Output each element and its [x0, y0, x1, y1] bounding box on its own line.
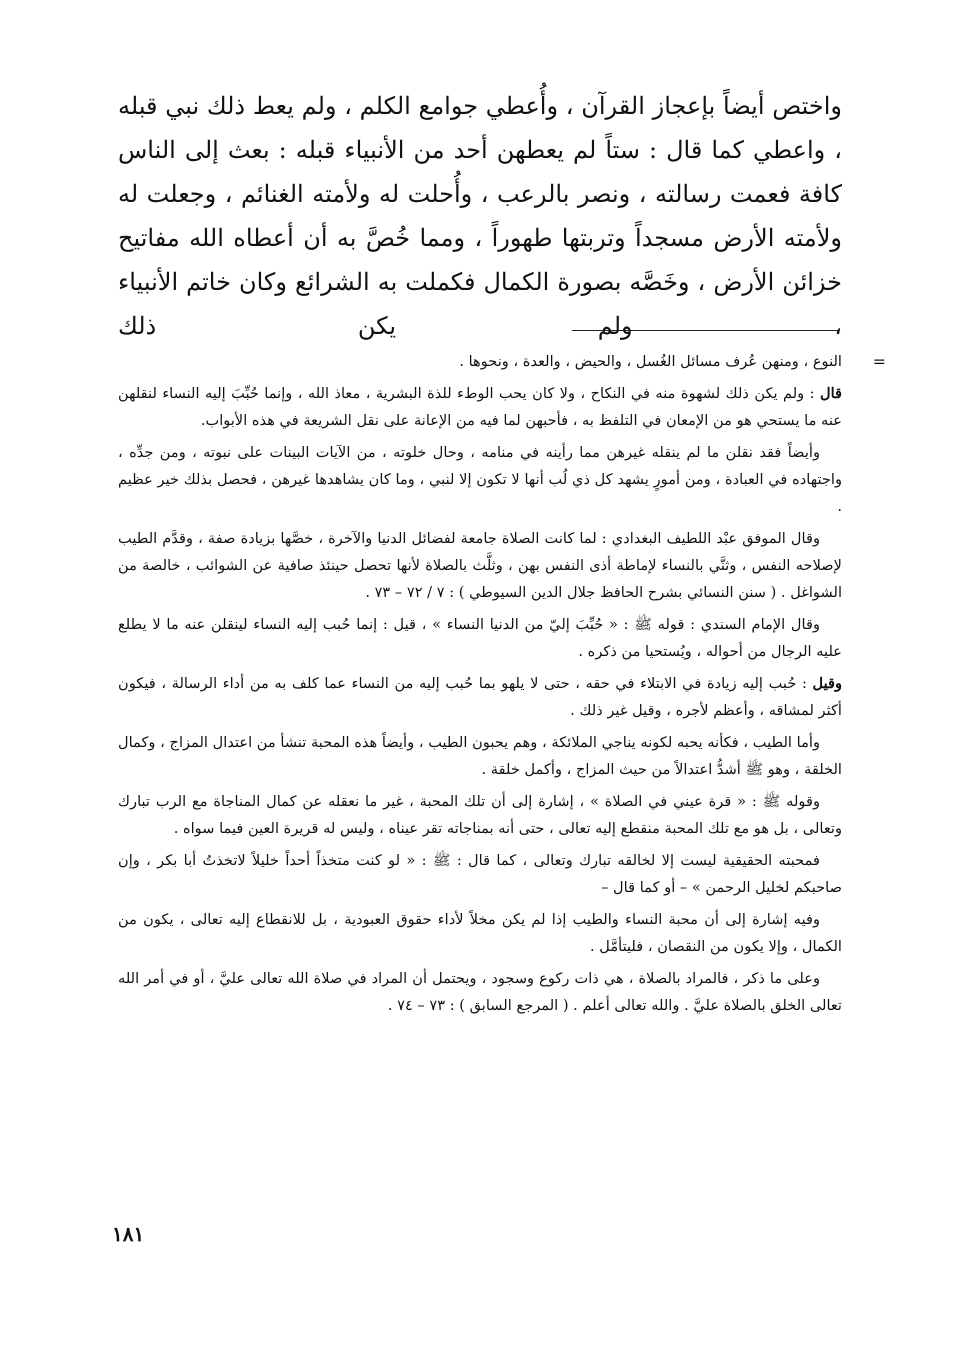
footnote-paragraph: [118, 906, 842, 960]
footnote-paragraph: [118, 380, 842, 434]
footnote-text: وقال الموفق عبْد اللطيف البغدادي : لما كانت الصلاة جامعة لفضائل الدنيا والآخرة ، خصَّها بزيادة صفة ، وقدَّم الطيب لإصلاحه النفس ، وثنَّي بالنساء لإماطة أذى النفس بهن ، وثلَّث بالصلاة لأنها تحصل حينئذ صافية عن الشوائب ، خالصة من الشواغل . ( سنن النسائي بشرح الحافظ جلال الدين السيوطي ) : ٧ / ٧٢ – ٧٣ .: [118, 530, 842, 601]
footnote-paragraph: [118, 788, 842, 842]
footnote-text: وأما الطيب ، فكأنه يحبه لكونه يناجي الملائكة ، وهم يحبون الطيب ، وأيضاً هذه المحبة تنشأ من اعتدال المزاج ، وكمال الخلقة ، وهو ﷺ أشدُّ اعتدالاً من حيث المزاج ، وأكمل خلقة .: [118, 734, 842, 778]
footnotes-block: [118, 348, 886, 1024]
page-number: ١٨١: [112, 1222, 145, 1246]
footnote-paragraph: [118, 965, 842, 1019]
footnote-paragraph: [118, 847, 842, 901]
footnote-text: : ولم يكن ذلك لشهوة منه في النكاح ، ولا كان يحب الوطء للذة البشرية ، معاذ الله ، وإنما حُبِّبَ إليه النساء لنقلهن عنه ما يستحي هو من الإمعان في التلفظ به ، فأحبهن لما فيه من الإعانة على نقل الشريعة في هذه الأبواب.: [118, 385, 842, 429]
footnote-paragraph: [118, 670, 842, 724]
footnote-paragraph: [118, 611, 842, 665]
footnote-paragraph: [118, 439, 842, 520]
footnote-text: النوع ، ومنهن عُرف مسائل الغُسل ، والحيض ، والعدة ، ونحوها .: [459, 353, 842, 370]
footnote-text: وقال الإمام السندي : قوله ﷺ : « حُبِّبَ إليّ من الدنيا النساء » ، قيل : إنما حُبب إليه النساء لينقلن عنه ما لا يطلع عليه الرجال من أحواله ، ويُستحيا من ذكره .: [118, 616, 842, 660]
footnote-text: وفيه إشارة إلى أن محبة النساء والطيب إذا لم يكن مخلاً لأداء حقوق العبودية ، بل للانقطاع إليه تعالى ، يكون من الكمال ، وإلا يكون من النقصان ، فليتأمَّل .: [118, 911, 842, 955]
footnote-paragraph: [118, 729, 842, 783]
footnote-paragraph: [118, 525, 842, 606]
footnote-text: : حُبب إليه زيادة في الابتلاء في حقه ، حتى لا يلهو بما حُبب إليه من النساء عما كلف به من أداء الرسالة ، فيكون أكثر لمشاقه ، وأعظم لأجره ، وقيل غير ذلك .: [118, 675, 842, 719]
footnote-text: وأيضاً فقد نقلن ما لم ينقله غيرهن مما رأينه في منامه ، وحال خلوته ، من الآيات البينات على نبوته ، ومن جدِّه ، واجتهاده في العبادة ، ومن أمورٍ يشهد كل ذي لُب أنها لا تكون إلا لنبي ، وما كان يشاهدها غيرهن ، فحصل بذلك خير عظيم .: [118, 444, 842, 515]
footnote-text: فمحبته الحقيقية ليست إلا لخالقه تبارك وتعالى ، كما قال : ﷺ : « لو كنت متخذاً أحداً خليلاً لاتخذتُ أبا بكر ، وإن صاحبكم لخليل الرحمن » – أو كما قال –: [118, 852, 842, 896]
footnote-separator-rule: [572, 330, 840, 331]
footnote-lead-word: وقيل: [812, 675, 842, 692]
main-paragraph: واختص أيضاً بإعجاز القرآن ، وأُعطي جوامع الكلم ، ولم يعط ذلك نبي قبله ، واعطي كما قال : ستاً لم يعطهن أحد من الأنبياء قبله : بعث إلى الناس كافة فعمت رسالته ، ونصر بالرعب ، وأُحلت له ولأمته الغنائم ، وجعلت له ولأمته الأرض مسجداً وتربتها طهوراً ، ومما خُصَّ به أن أعطاه الله مفاتيح خزائن الأرض ، وخَصَّه بصورة الكمال فكملت به الشرائع وكان خاتم الأنبياء ، ولم يكن ذلك: [118, 92, 842, 340]
footnote-paragraph: [118, 348, 886, 375]
footnote-lead-word: قال: [819, 385, 842, 402]
footnote-continuation-mark: =: [872, 352, 886, 371]
footnote-text: وقوله ﷺ : « قرة عيني في الصلاة » ، إشارة إلى أن تلك المحبة ، غير ما نعقله عن كمال المناجاة مع الرب تبارك وتعالى ، بل هو مع تلك المحبة منقطع إليه تعالى ، حتى أنه بمناجاته تقر عيناه ، وليس له قريرة العين فيما سواه .: [118, 793, 842, 837]
footnote-text: وعلى ما ذكر ، فالمراد بالصلاة ، هي ذات ركوع وسجود ، ويحتمل أن المراد في صلاة الله تعالى عليَّ ، أو في أمر الله تعالى الخلق بالصلاة عليَّ . والله تعالى أعلم . ( المرجع السابق ) : ٧٣ – ٧٤ .: [118, 970, 842, 1014]
main-text-block: [118, 84, 842, 348]
